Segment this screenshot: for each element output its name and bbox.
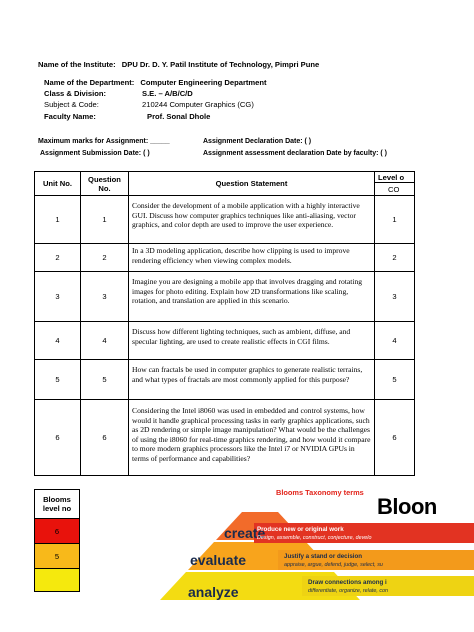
statement-cell: How can fractals be used in computer graphics to generate realistic terrains, and what types of fractals are most commonly applied for this purpose? bbox=[129, 360, 375, 400]
question-no-cell: 6 bbox=[81, 400, 129, 476]
level-cell: 5 bbox=[375, 360, 415, 400]
unit-cell: 4 bbox=[35, 322, 81, 360]
table-row bbox=[35, 360, 415, 400]
evaluate-desc-sub: appraise, argue, defend, judge, select, su bbox=[284, 562, 383, 568]
col-level-header: Level o bbox=[375, 172, 415, 183]
faculty-label: Faculty Name: bbox=[44, 112, 96, 121]
evaluate-desc-title: Justify a stand or decision bbox=[284, 553, 363, 560]
department-label: Name of the Department: bbox=[44, 78, 135, 87]
unit-cell: 5 bbox=[35, 360, 81, 400]
create-desc-title: Produce new or original work bbox=[257, 526, 344, 533]
questions-table bbox=[34, 171, 415, 476]
table-row bbox=[35, 244, 415, 272]
blooms-pyramid bbox=[150, 512, 474, 632]
blooms-level-cell: 5 bbox=[35, 544, 80, 569]
col-statement-header: Question Statement bbox=[129, 172, 375, 196]
table-row bbox=[35, 272, 415, 322]
table-row bbox=[35, 400, 415, 476]
evaluate-word: evaluate bbox=[190, 552, 247, 568]
analyze-desc-title: Draw connections among i bbox=[308, 579, 387, 586]
blooms-level-cell: 6 bbox=[35, 519, 80, 544]
subject-value: 210244 Computer Graphics (CG) bbox=[142, 100, 254, 109]
blooms-level-header: Blooms level no bbox=[35, 490, 80, 519]
question-no-cell: 3 bbox=[81, 272, 129, 322]
level-cell: 1 bbox=[375, 196, 415, 244]
subject-label: Subject & Code: bbox=[44, 100, 99, 109]
level-cell: 4 bbox=[375, 322, 415, 360]
max-marks: Maximum marks for Assignment: _____ bbox=[38, 138, 170, 145]
unit-cell: 3 bbox=[35, 272, 81, 322]
blooms-level-table bbox=[34, 489, 80, 592]
question-no-cell: 5 bbox=[81, 360, 129, 400]
faculty-value: Prof. Sonal Dhole bbox=[147, 112, 211, 121]
blooms-caption: Blooms Taxonomy terms bbox=[276, 488, 364, 497]
institute-value: DPU Dr. D. Y. Patil Institute of Technology, Pimpri Pune bbox=[121, 60, 320, 69]
institute-line bbox=[38, 60, 319, 69]
department-line bbox=[44, 78, 267, 87]
table-row bbox=[35, 322, 415, 360]
create-word: create bbox=[224, 525, 266, 541]
blooms-title: Bloon bbox=[377, 494, 437, 519]
statement-cell: Consider the development of a mobile application with a highly interactive GUI. Discuss how computer graphics techniques like anti-aliasing, vector graphics, and color depth are used to improve the user experience. bbox=[129, 196, 375, 244]
level-cell: 3 bbox=[375, 272, 415, 322]
analyze-desc-sub: differentiate, organize, relate, con bbox=[308, 588, 389, 594]
question-no-cell: 2 bbox=[81, 244, 129, 272]
unit-cell: 2 bbox=[35, 244, 81, 272]
unit-cell: 1 bbox=[35, 196, 81, 244]
unit-cell: 6 bbox=[35, 400, 81, 476]
blooms-level-cell bbox=[35, 569, 80, 592]
col-unit-header: Unit No. bbox=[35, 172, 81, 196]
declaration-date: Assignment Declaration Date: ( ) bbox=[203, 138, 312, 145]
question-no-cell: 4 bbox=[81, 322, 129, 360]
submission-date: Assignment Submission Date: ( ) bbox=[40, 150, 150, 157]
analyze-word: analyze bbox=[188, 584, 239, 600]
assessment-date: Assignment assessment declaration Date by faculty: ( ) bbox=[203, 150, 387, 157]
col-question-header: Question No. bbox=[81, 172, 129, 196]
col-co-header: CO bbox=[375, 183, 415, 196]
level-cell: 6 bbox=[375, 400, 415, 476]
statement-cell: In a 3D modeling application, describe how clipping is used to improve rendering efficiency when viewing complex models. bbox=[129, 244, 375, 272]
table-row bbox=[35, 196, 415, 244]
statement-cell: Considering the Intel i8060 was used in embedded and control systems, how would it handle graphical processing tasks in early graphics applications, such as 2D rendering or simple image manipulation? What would be the challenges of using the i8060 for real-time graphics rendering, and how would it compare to more modern graphics processors like the Intel i7 or NVIDIA GPUs in terms of performance and capabilities? bbox=[129, 400, 375, 476]
create-desc-sub: Design, assemble, construct, conjecture, develo bbox=[257, 535, 372, 541]
statement-cell: Imagine you are designing a mobile app that involves dragging and rotating images for photo editing. Explain how 2D transformations like scaling, rotation, and translation are applied in this scenario. bbox=[129, 272, 375, 322]
institute-label: Name of the Institute: bbox=[38, 60, 116, 69]
level-cell: 2 bbox=[375, 244, 415, 272]
statement-cell: Discuss how different lighting techniques, such as ambient, diffuse, and specular lighting, are used to create realistic effects in CGI films. bbox=[129, 322, 375, 360]
class-value: S.E. – A/B/C/D bbox=[142, 89, 193, 98]
table-header-row-1 bbox=[35, 172, 415, 183]
class-label: Class & Division: bbox=[44, 89, 107, 98]
department-value: Computer Engineering Department bbox=[140, 78, 267, 87]
question-no-cell: 1 bbox=[81, 196, 129, 244]
